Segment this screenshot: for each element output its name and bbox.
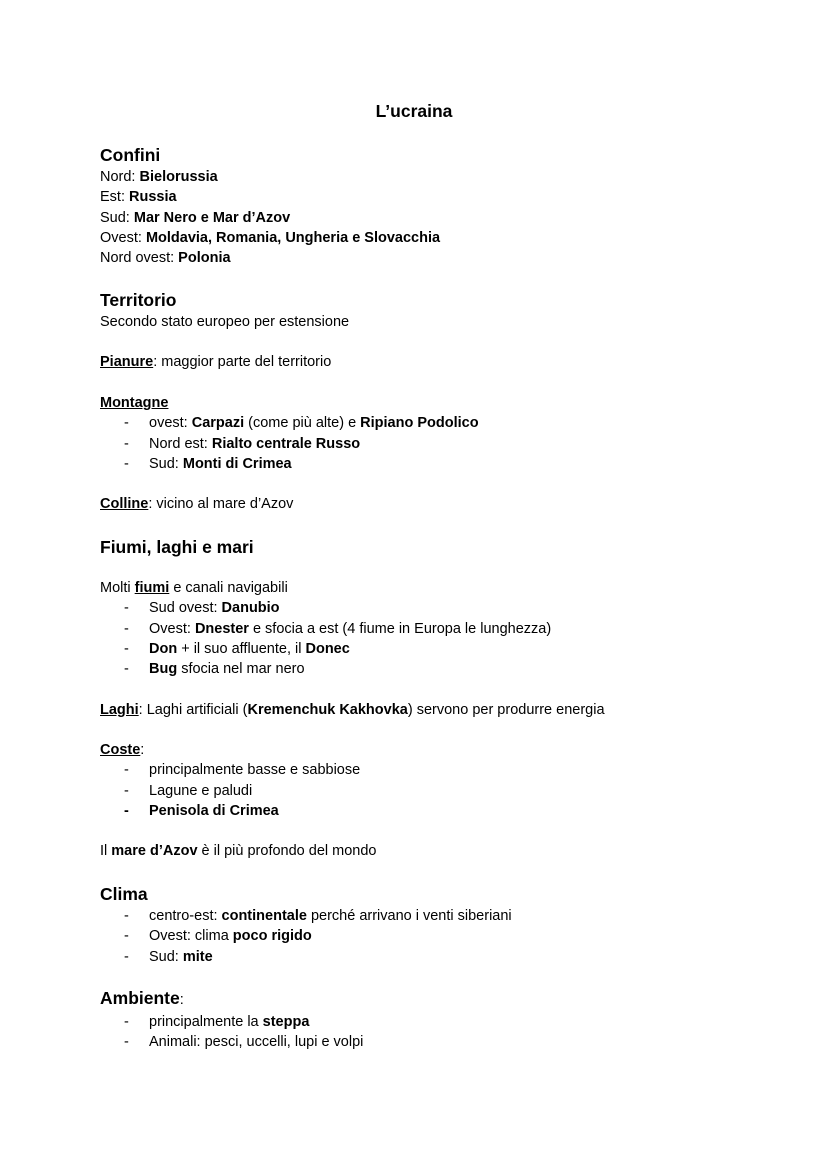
section-confini	[100, 143, 440, 268]
coste-list	[100, 760, 360, 821]
fiumi-block	[100, 578, 551, 679]
coste-block	[100, 740, 360, 821]
ambiente-list	[100, 1012, 363, 1053]
list-item: - Bug sfocia nel mar nero	[124, 661, 305, 678]
confini-row: Sud: Mar Nero e Mar d’Azov	[100, 209, 291, 226]
montagne-block	[100, 393, 479, 474]
confini-row: Ovest: Moldavia, Romania, Ungheria e Slovacchia	[100, 229, 441, 246]
list-item: - principalmente basse e sabbiose	[124, 762, 361, 779]
confini-row: Nord ovest: Polonia	[100, 250, 231, 267]
fiumi-list	[100, 598, 551, 679]
azov-line: Il mare d’Azov è il più profondo del mondo	[100, 843, 377, 859]
list-item: - ovest: Carpazi (come più alte) e Ripiano Podolico	[124, 415, 479, 432]
section-ambiente	[100, 986, 363, 1053]
laghi-line: Laghi: Laghi artificiali (Kremenchuk Kakhovka) servono per produrre energia	[100, 702, 605, 718]
list-item: - Lagune e paludi	[124, 782, 253, 799]
confini-row: Est: Russia	[100, 189, 177, 206]
heading-ambiente: Ambiente:	[100, 988, 184, 1008]
list-item: - Ovest: clima poco rigido	[124, 928, 312, 945]
list-item: - Don + il suo affluente, il Donec	[124, 640, 350, 657]
heading-territorio: Territorio	[100, 290, 177, 310]
heading-fiumi: Fiumi, laghi e mari	[100, 537, 254, 557]
list-item: - Sud ovest: Danubio	[124, 600, 280, 617]
colline-line: Colline: vicino al mare d’Azov	[100, 496, 294, 512]
list-item: - Penisola di Crimea	[124, 802, 279, 819]
section-territorio	[100, 288, 349, 332]
document-title: L’ucraina	[375, 101, 453, 121]
montagne-label: Montagne	[100, 395, 169, 411]
list-item: - Ovest: Dnester e sfocia a est (4 fiume in Europa le lunghezza)	[124, 620, 552, 637]
montagne-list	[100, 413, 479, 474]
confini-row: Nord: Bielorussia	[100, 169, 218, 185]
list-item: - Animali: pesci, uccelli, lupi e volpi	[124, 1034, 364, 1051]
list-item: - Nord est: Rialto centrale Russo	[124, 435, 361, 452]
territorio-intro: Secondo stato europeo per estensione	[100, 314, 350, 330]
pianure-line: Pianure: maggior parte del territorio	[100, 354, 332, 370]
section-clima	[100, 882, 512, 967]
heading-clima: Clima	[100, 884, 148, 904]
list-item: - centro-est: continentale perché arrivano i venti siberiani	[124, 908, 512, 924]
list-item: - Sud: Monti di Crimea	[124, 455, 292, 472]
clima-list	[100, 906, 512, 967]
heading-confini: Confini	[100, 145, 161, 165]
fiumi-intro: Molti fiumi e canali navigabili	[100, 580, 288, 596]
list-item: - Sud: mite	[124, 948, 213, 965]
coste-label: Coste:	[100, 742, 145, 758]
list-item: - principalmente la steppa	[124, 1014, 310, 1030]
